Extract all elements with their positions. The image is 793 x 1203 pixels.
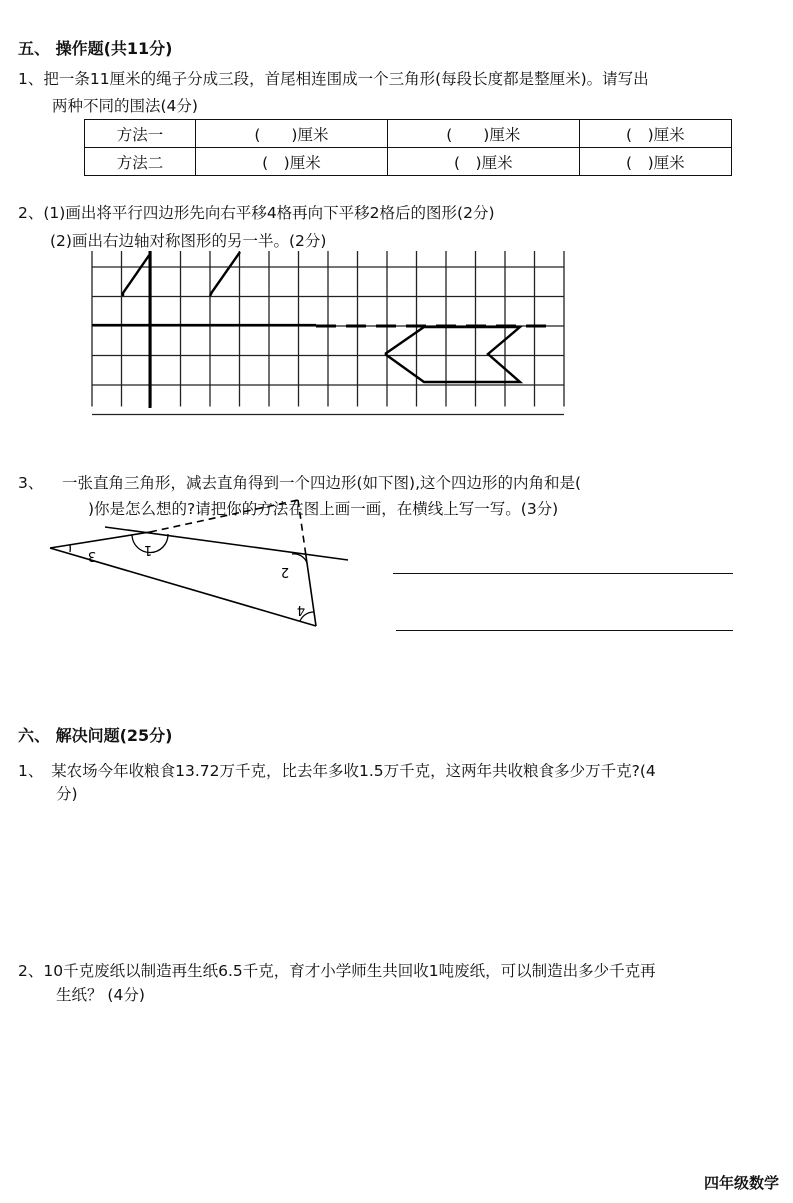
angle-label-3: 3 (87, 548, 97, 563)
answer-cell[interactable]: ( )厘米 (579, 120, 731, 148)
footer-label: 四年级数学 (704, 1174, 780, 1192)
removed-corner-edge (298, 500, 305, 549)
q1-text-line1: 1、把一条11厘米的绳子分成三段，首尾相连围成一个三角形(每段长度都是整厘米)。请写出 (18, 70, 649, 88)
answer-cell[interactable]: ( )厘米 (579, 148, 731, 176)
answer-cell[interactable]: ( )厘米 (387, 120, 579, 148)
angle-label-4: 4 (296, 602, 306, 617)
angle-label-1: 1 (143, 542, 153, 557)
q3-text-line2: )你是怎么想的?请把你的方法在图上画一画，在横线上写一写。(3分) (88, 500, 559, 518)
answer-cell[interactable]: ( )厘米 (387, 148, 579, 176)
triangle-side (305, 549, 316, 626)
q3-text-line1: 一张直角三角形，减去直角得到一个四边形(如下图),这个四边形的内角和是( (62, 474, 582, 492)
q2-text-line1: 2、(1)画出将平行四边形先向右平移4格再向下平移2格后的图形(2分) (18, 204, 495, 222)
method-label: 方法一 (85, 120, 196, 148)
cut-line (105, 527, 348, 560)
answer-cell[interactable]: ( )厘米 (196, 148, 388, 176)
q3-number: 3、 (18, 474, 44, 492)
q1-text-line2: 两种不同的围法(4分) (52, 97, 198, 115)
s6-q2-text-line2: 生纸？ (4分) (56, 986, 145, 1004)
s6-q1-text-line1: 1、 某农场今年收粮食13.72万千克，比去年多收1.5万千克，这两年共收粮食多少万千克?(4 (18, 762, 656, 780)
answer-cell[interactable]: ( )厘米 (196, 120, 388, 148)
s6-q2-text-line1: 2、10千克废纸以制造再生纸6.5千克，育才小学师生共回收1吨废纸，可以制造出多少千克再 (18, 962, 656, 980)
s6-q1-text-line2: 分) (56, 785, 78, 803)
angle-label-2: 2 (280, 564, 290, 579)
method-label: 方法二 (85, 148, 196, 176)
section-five-heading: 五、 操作题(共11分) (18, 39, 173, 58)
q2-text-line2: (2)画出右边轴对称图形的另一半。(2分) (50, 232, 327, 250)
removed-corner-edge (150, 500, 298, 532)
answer-line-1[interactable] (393, 573, 733, 574)
section-six-heading: 六、 解决问题(25分) (18, 726, 173, 745)
answer-line-2[interactable] (396, 630, 733, 631)
angle-arc-2 (292, 554, 307, 563)
